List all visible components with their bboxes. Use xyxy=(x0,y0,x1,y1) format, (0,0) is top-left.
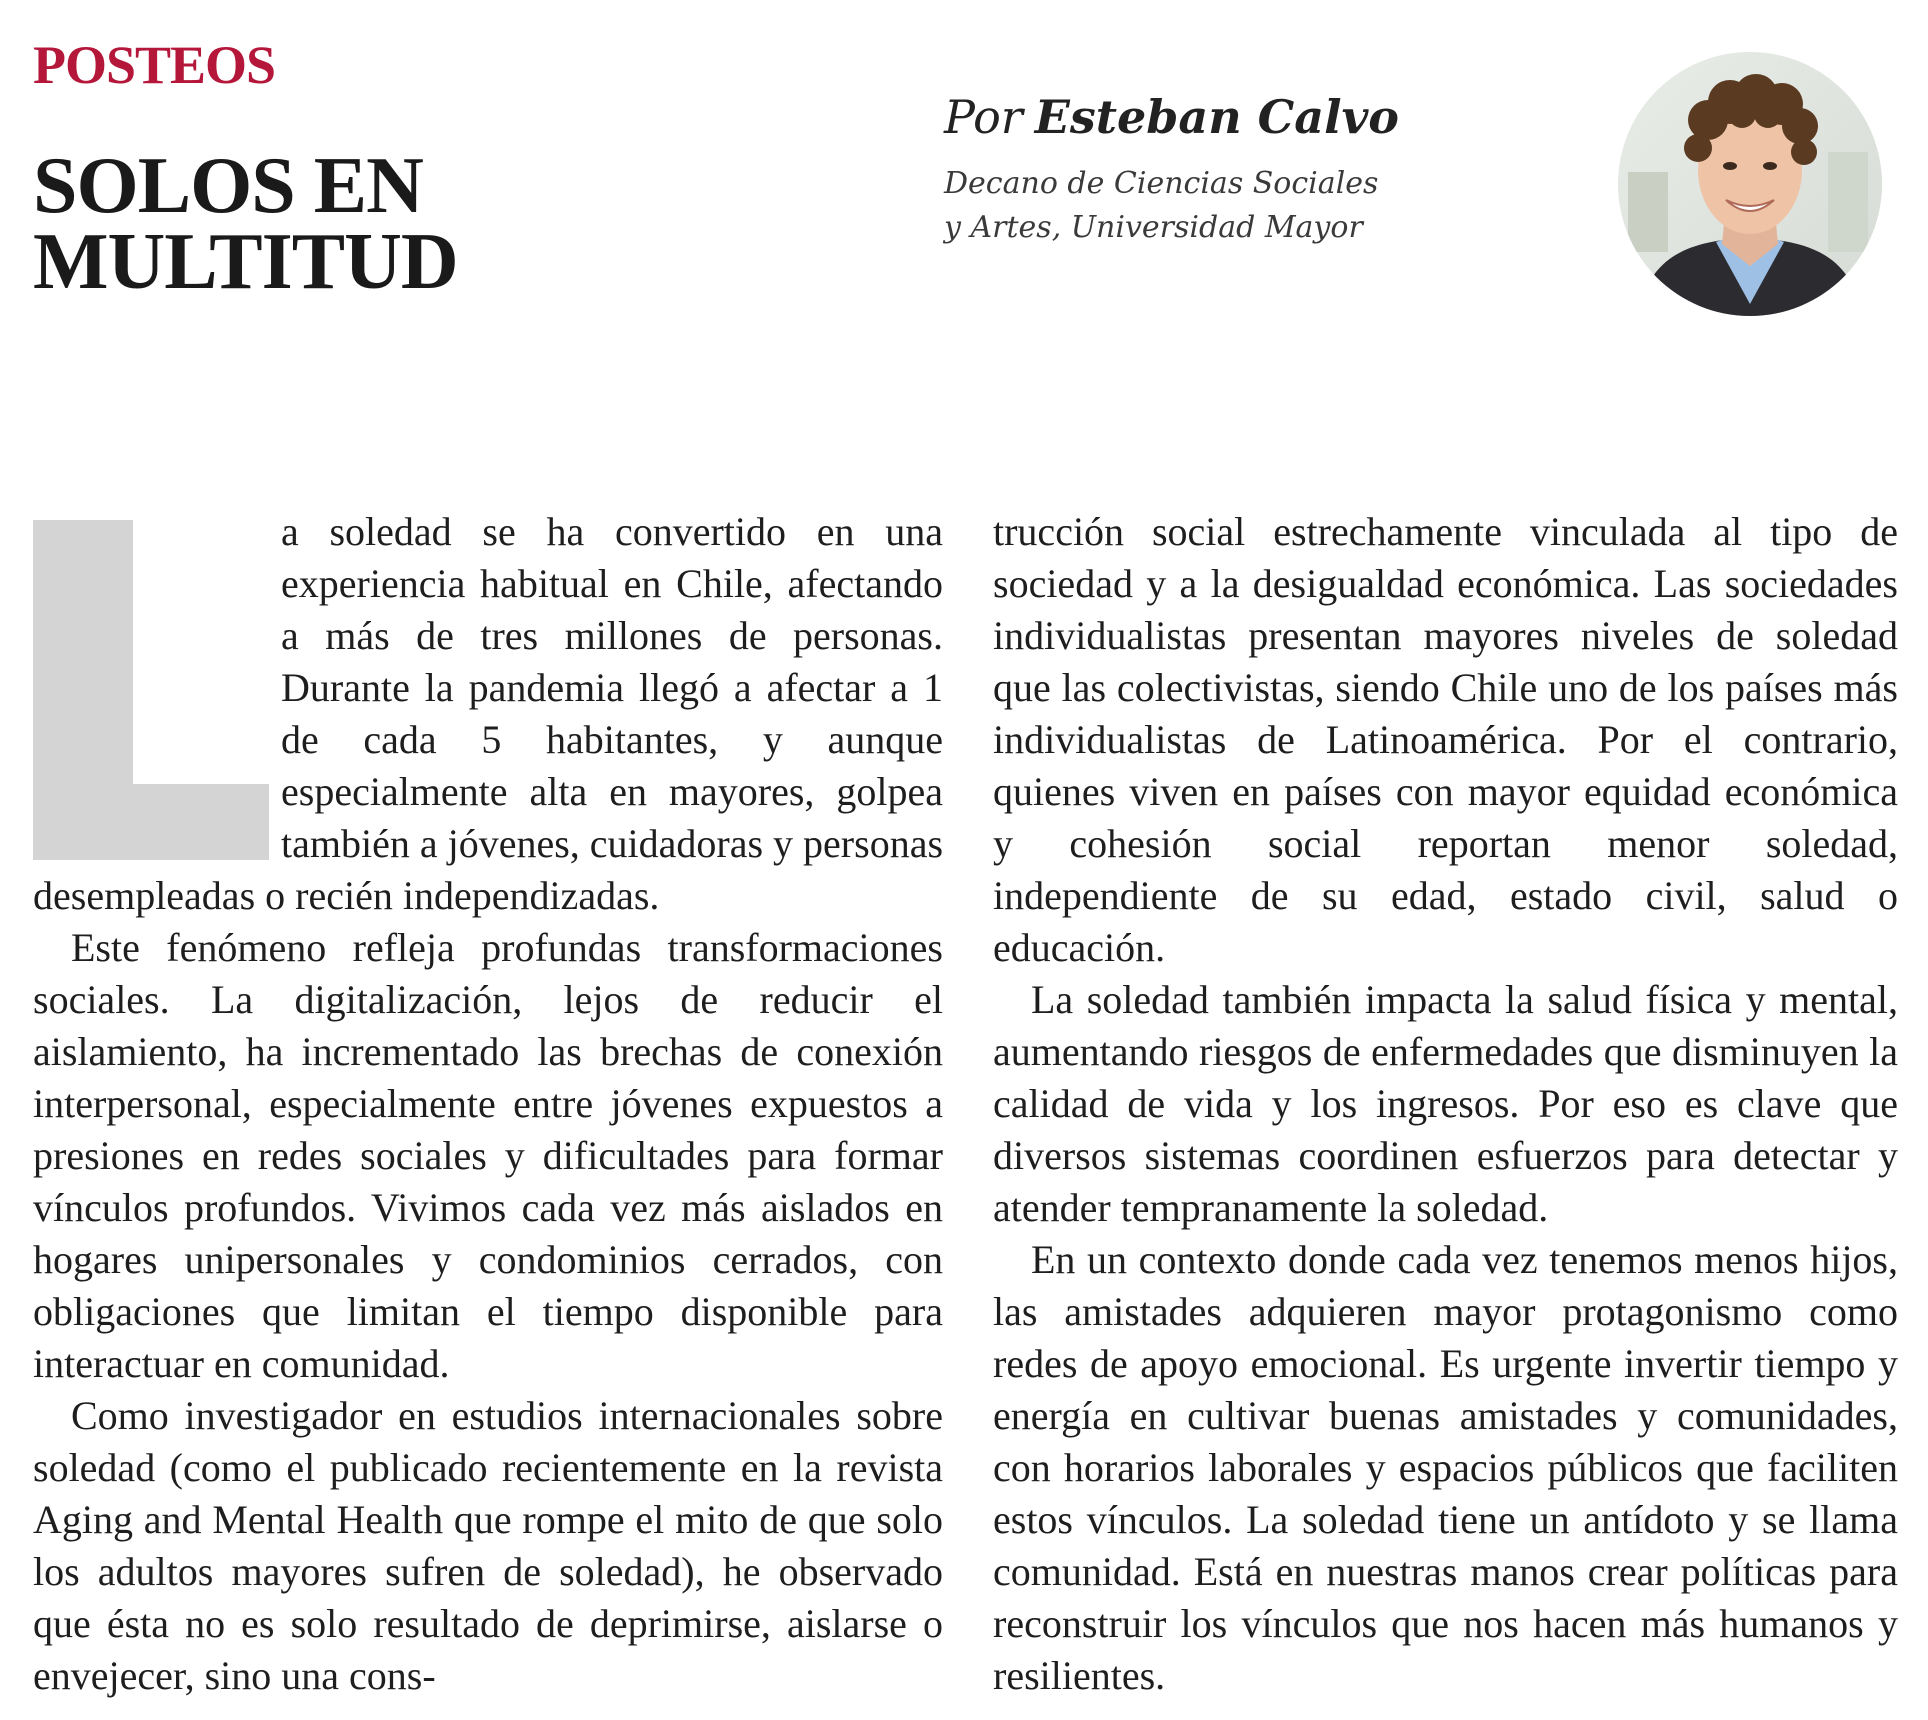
author-name: Esteban Calvo xyxy=(1034,90,1399,144)
paragraph: trucción social estrechamente vinculada al tipo de sociedad y a la desigualdad económica. Las sociedades individualistas presentan mayores niveles de soledad que las colectivistas, siendo Chile uno de los países más individualistas de Latinoamérica. Por el contrario, quienes viven en países con mayor equidad económica y cohesión social reportan menor soledad, independiente de su edad, estado civil, salud o educación. xyxy=(993,509,1898,970)
section-label: POSTEOS xyxy=(33,35,276,95)
paragraph: La soledad también impacta la salud física y mental, aumentando riesgos de enfermedades que disminuyen la calidad de vida y los ingresos. Por eso es clave que diversos sistemas coordinen esfuerzos para detectar y atender tempranamente la soledad. xyxy=(993,977,1898,1230)
byline xyxy=(944,90,1504,250)
article-column-left xyxy=(33,506,943,1702)
author-role-line-1: Decano de Ciencias Sociales xyxy=(944,166,1379,201)
byline-prefix: Por xyxy=(944,90,1023,144)
author-portrait-illustration xyxy=(1618,52,1882,316)
paragraph: Este fenómeno refleja profundas transformaciones sociales. La digitalización, lejos de reducir el aislamiento, ha incrementado las brechas de conexión interpersonal, especialmente entre jóvenes expuestos a presiones en redes sociales y dificultades para formar vínculos profundos. Vivimos cada vez más aislados en hogares unipersonales y condominios cerrados, con obligaciones que limitan el tiempo disponible para interactuar en comunidad. xyxy=(33,925,943,1386)
drop-cap-letter xyxy=(33,520,269,860)
headline-line-1: SOLOS EN xyxy=(33,142,423,230)
article-headline xyxy=(33,142,458,306)
drop-cap xyxy=(33,520,269,860)
author-role-line-2: y Artes, Universidad Mayor xyxy=(944,210,1363,245)
author-photo xyxy=(1618,52,1882,316)
author-role xyxy=(944,162,1504,250)
headline-line-2: MULTITUD xyxy=(33,218,458,306)
article-column-right xyxy=(993,506,1898,1702)
paragraph: En un contexto donde cada vez tenemos menos hijos, las amistades adquieren mayor protagonismo como redes de apoyo emocional. Es urgente invertir tiempo y energía en cultivar buenas amistades y comunidades, con horarios laborales y espacios públicos que faciliten estos vínculos. La soledad tiene un antídoto y se llama comunidad. Está en nuestras manos crear políticas para reconstruir los vínculos que nos hacen más humanos y resilientes. xyxy=(993,1237,1898,1698)
paragraph: a soledad se ha convertido en una experiencia habitual en Chile, afectando a más de tres millones de personas. Durante la pandemia llegó a afectar a 1 de cada 5 habitantes, y aunque especialmente alta en mayores, golpea también a jóvenes, cuidadoras y personas desempleadas o recién independizadas. xyxy=(33,509,944,918)
byline-author xyxy=(944,90,1504,144)
paragraph: Como investigador en estudios internacionales sobre soledad (como el publicado recientemente en la revista Aging and Mental Health que rompe el mito de que solo los adultos mayores sufren de soledad), he observado que ésta no es solo resultado de deprimirse, aislarse o envejecer, sino una cons- xyxy=(33,1393,943,1698)
